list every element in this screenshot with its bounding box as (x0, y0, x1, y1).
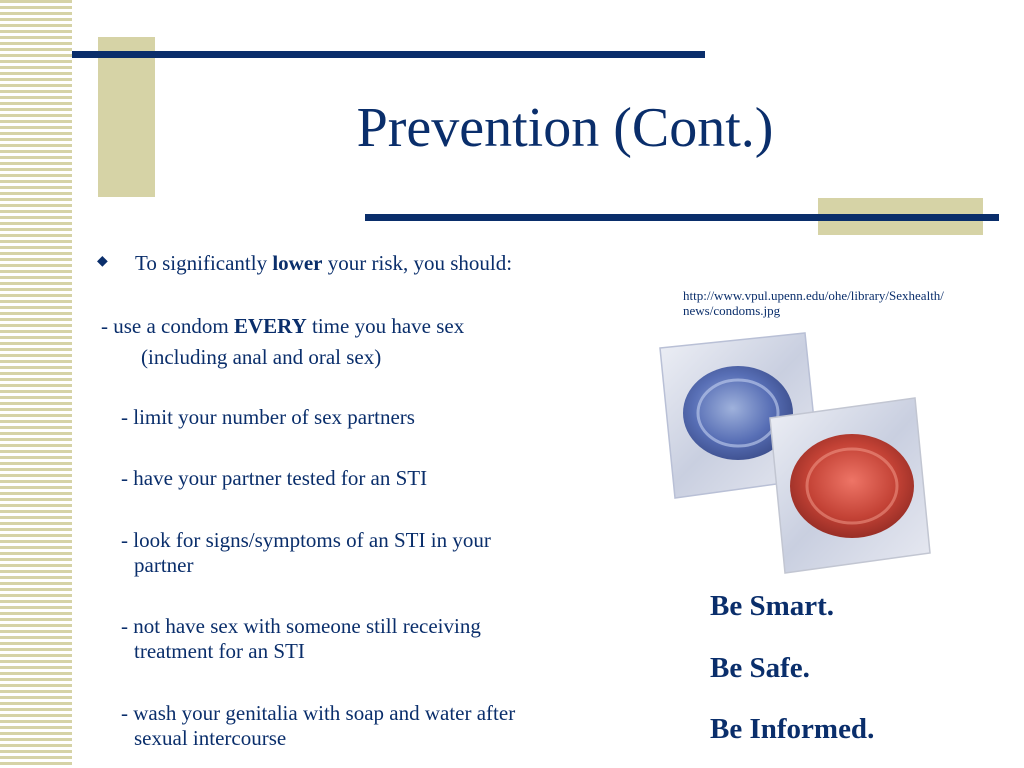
list-item-wash: - wash your genitalia with soap and water after (121, 701, 516, 725)
slogan-smart: Be Smart. (710, 590, 835, 622)
list-item-signs-cont: partner (134, 553, 194, 577)
list-item-partners: - limit your number of sex partners (121, 405, 415, 429)
list-item-signs: - look for signs/symptoms of an STI in your (121, 528, 491, 552)
slogan-informed: Be Informed. (710, 713, 875, 745)
intro-text: To significantly lower your risk, you should: (135, 251, 513, 275)
list-item-condom-note: (including anal and oral sex) (141, 345, 382, 369)
list-item-treatment-cont: treatment for an STI (134, 639, 305, 663)
list-item-condom: - use a condom EVERY time you have sex (101, 314, 465, 338)
slide-title: Prevention (Cont.) (356, 97, 774, 159)
condom-packets-photo (630, 328, 960, 588)
image-source-url: http://www.vpul.upenn.edu/ohe/library/Sexhealth/ news/condoms.jpg (683, 288, 944, 318)
diamond-bullet-icon: ◆ (97, 254, 108, 269)
list-item-partner-tested: - have your partner tested for an STI (121, 466, 428, 490)
list-item-treatment: - not have sex with someone still receiving (121, 614, 481, 638)
title-rule-bottom (365, 214, 999, 221)
slogan-safe: Be Safe. (710, 652, 810, 684)
title-rule-top (72, 51, 705, 58)
list-item-wash-cont: sexual intercourse (134, 726, 287, 750)
